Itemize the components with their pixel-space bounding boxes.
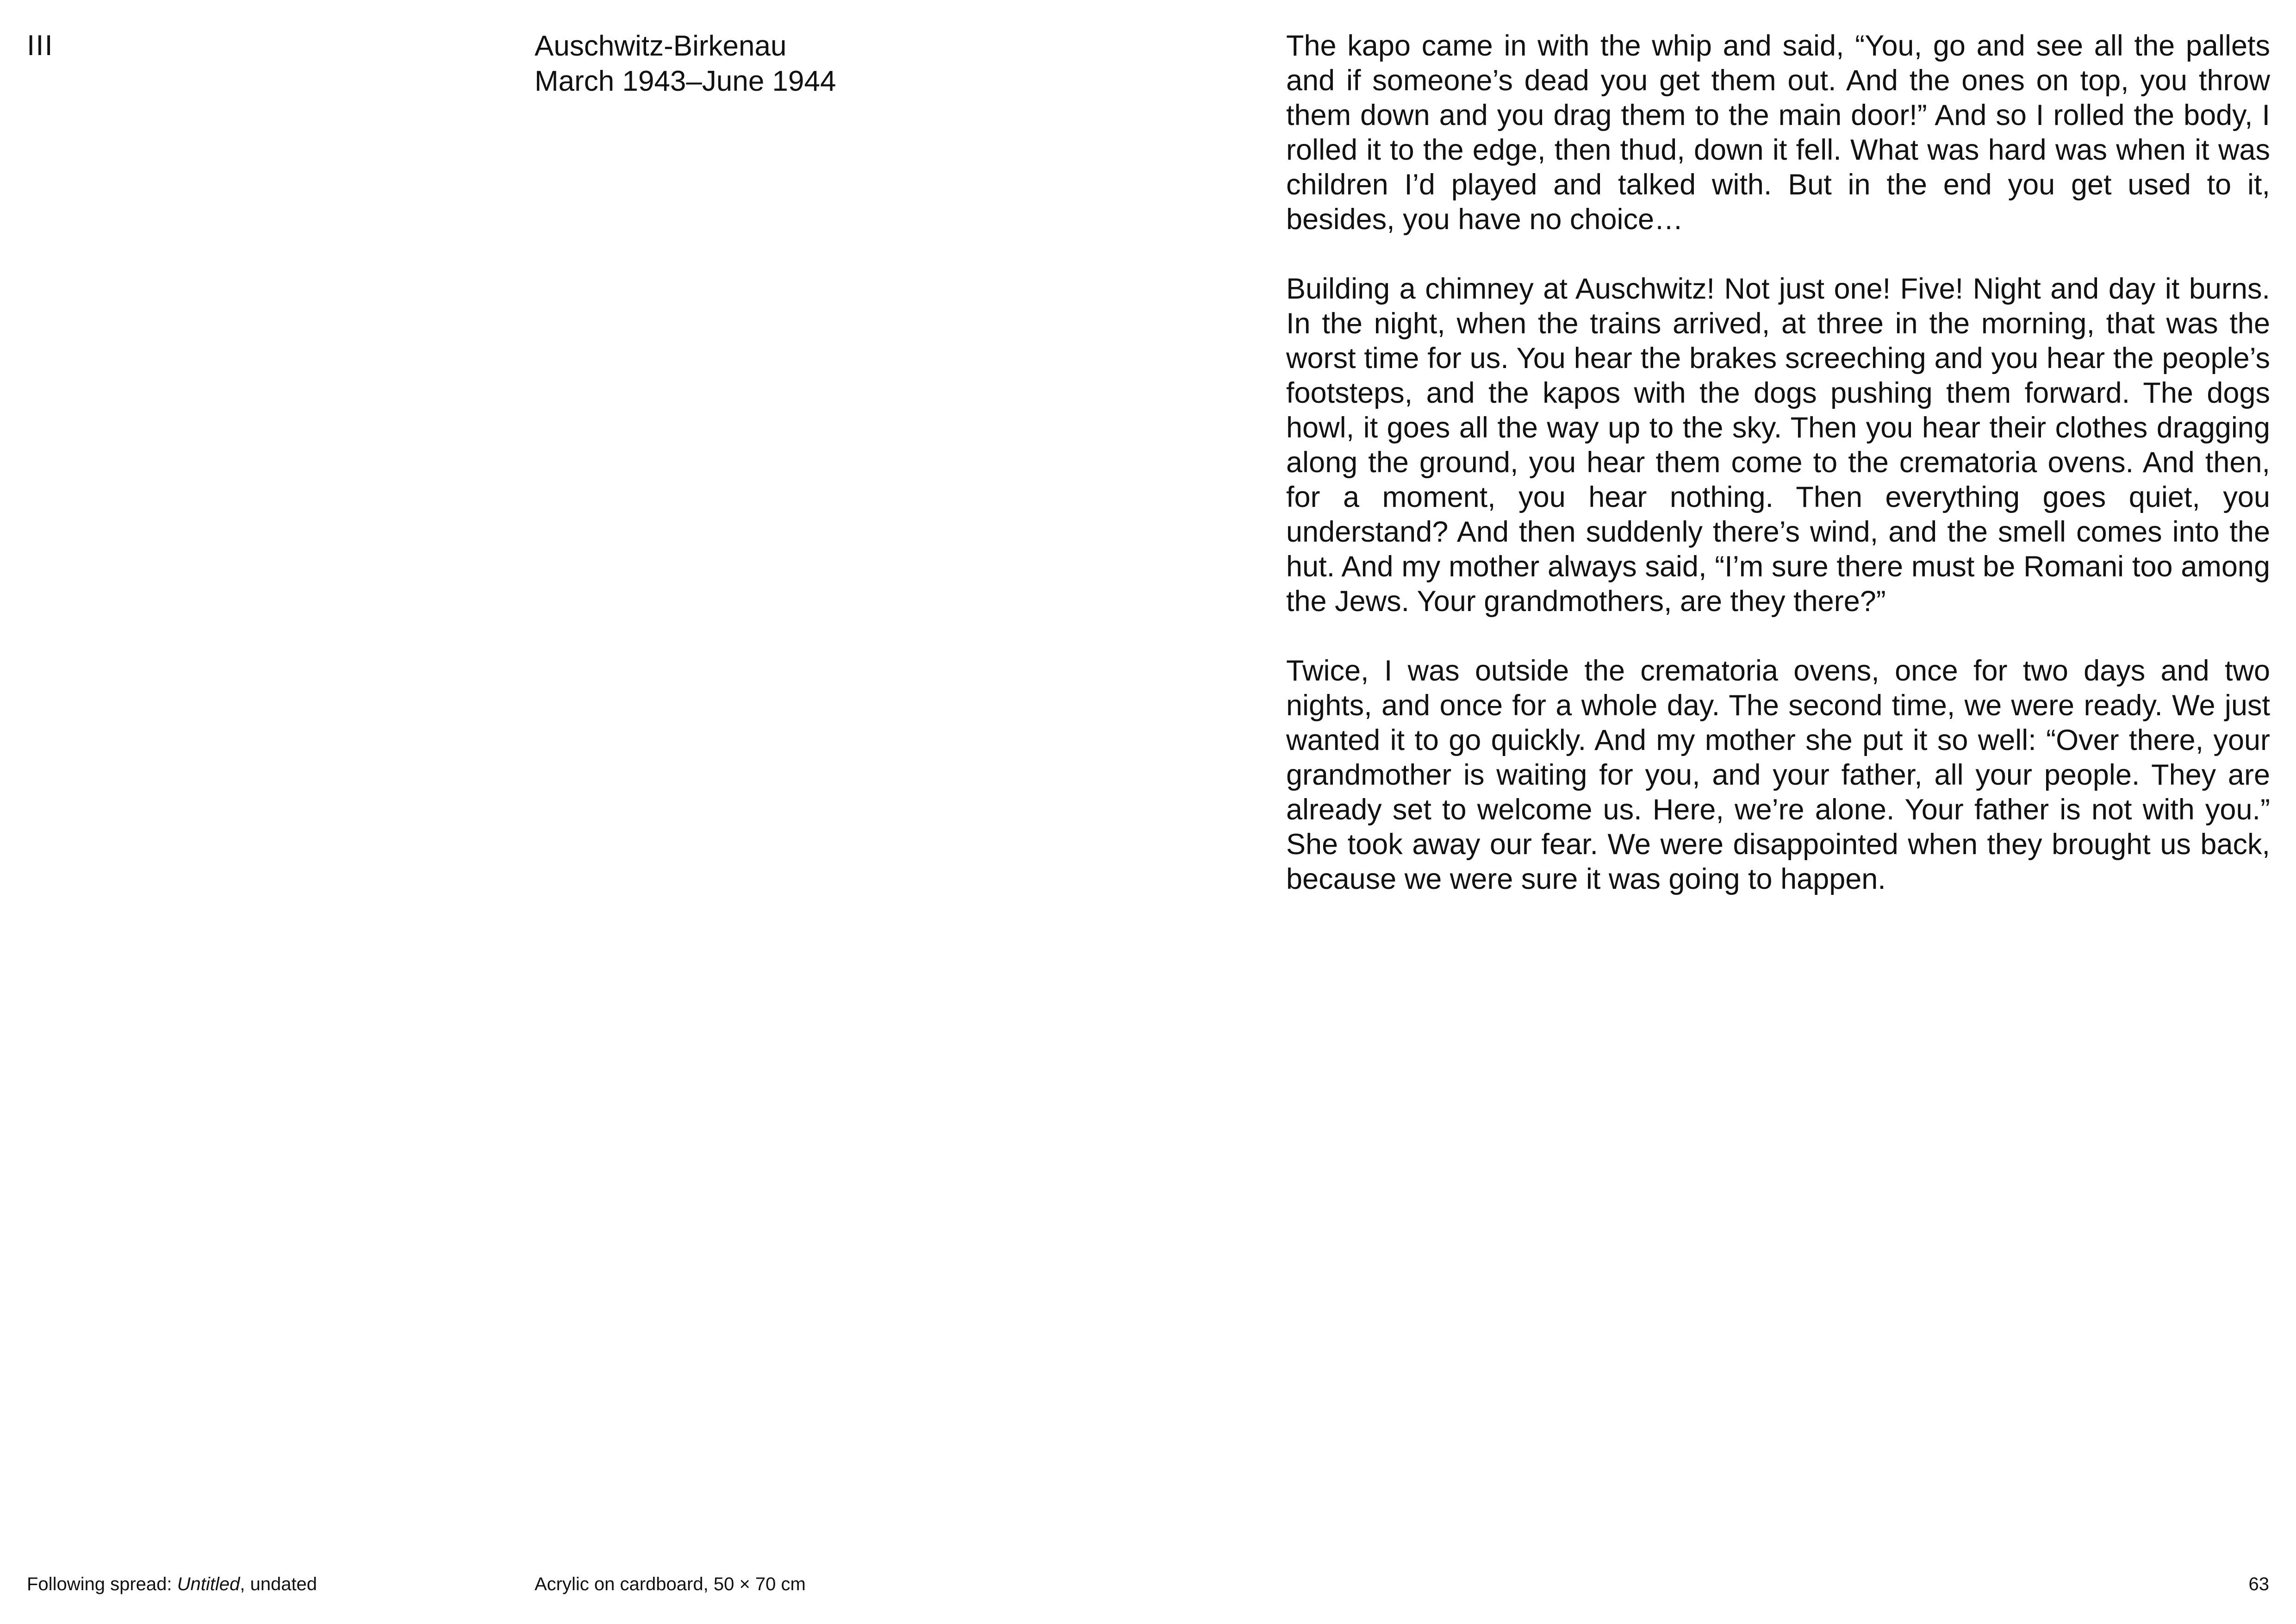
following-spread-caption [27, 1572, 317, 1596]
artwork-title: Untitled [177, 1574, 240, 1594]
caption-prefix: Following spread: [27, 1574, 177, 1594]
section-number: III [27, 30, 54, 62]
heading-dates: March 1943–June 1944 [535, 65, 836, 97]
paragraph: The kapo came in with the whip and said, “You, go and see all the pallets and if someone’s dead you get them out. And the ones on top, you throw them down and you drag them to the main door!” And so I rolled the body, I rolled it to the edge, then thud, down it fell. What was hard was when it was children I’d played and talked with. But in the end you get used to it, besides, you have no choice… [1286, 30, 2270, 236]
paragraph: Building a chimney at Auschwitz! Not just one! Five! Night and day it burns. In the night, when the trains arrived, at three in the morning, that was the worst time for us. You hear the brakes screeching and you hear the people’s footsteps, and the kapos with the dogs pushing them forward. The dogs howl, it goes all the way up to the sky. Then you hear their clothes dragging along the ground, you hear them come to the crematoria ovens. And then, for a moment, you hear nothing. Then everything goes quiet, you understand? And then suddenly there’s wind, and the smell comes into the hut. And my mother always said, “I’m sure there must be Romani too among the Jews. Your grandmothers, are they there?” [1286, 273, 2270, 618]
heading-place: Auschwitz-Birkenau [535, 30, 787, 62]
testimony-text [1286, 29, 2270, 931]
chapter-heading [535, 29, 997, 99]
artwork-medium: Acrylic on cardboard, 50 × 70 cm [535, 1574, 806, 1594]
paragraph: Twice, I was outside the crematoria ovens, once for two days and two nights, and once for a whole day. The second time, we were ready. We just wanted it to go quickly. And my mother she put it so well: “Over there, your grandmother is waiting for you, and your father, all your people. They are already set to welcome us. Here, we’re alone. Your father is not with you.” She took away our fear. We were disappointed when they brought us back, because we were sure it was going to happen. [1286, 655, 2270, 895]
page-number: 63 [2248, 1574, 2269, 1594]
caption-suffix: , undated [240, 1574, 317, 1594]
